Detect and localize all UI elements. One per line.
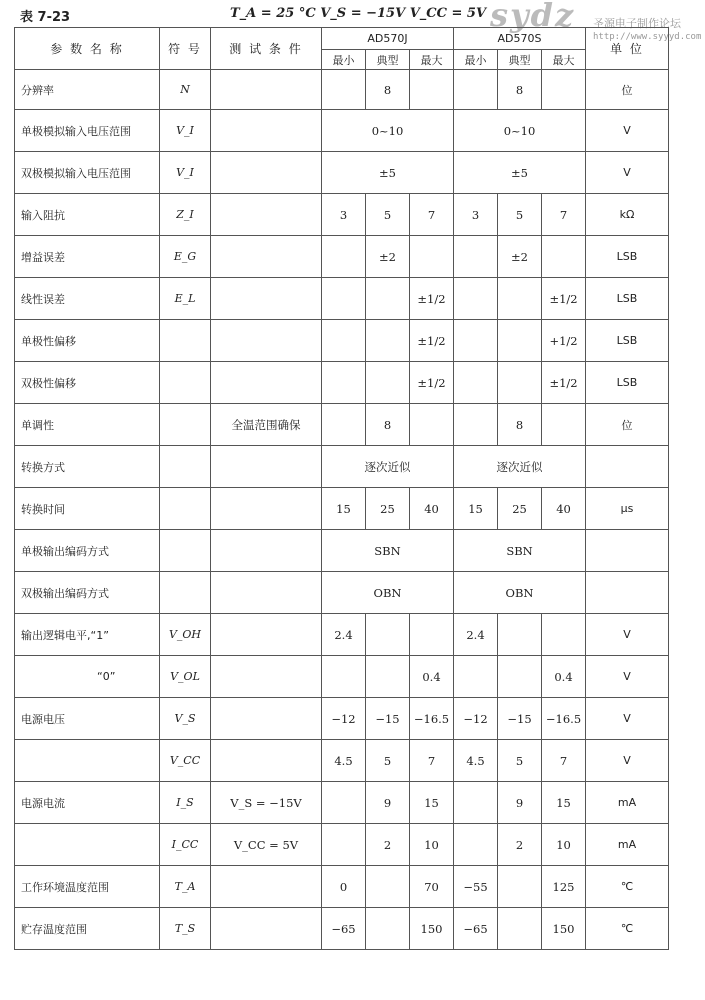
- ad570j-min: 2.4: [322, 614, 366, 656]
- test-condition: [211, 446, 322, 488]
- ad570j-max: 7: [410, 740, 454, 782]
- param-unit: LSB: [586, 362, 669, 404]
- param-name: 电源电压: [15, 698, 160, 740]
- ad570s-max: 7: [542, 194, 586, 236]
- param-name: 单调性: [15, 404, 160, 446]
- param-unit: [586, 530, 669, 572]
- ad570j-max: 150: [410, 908, 454, 950]
- test-condition: [211, 362, 322, 404]
- ad570s-min: [454, 824, 498, 866]
- ad570j-min: 0: [322, 866, 366, 908]
- ad570j-value: ±5: [322, 152, 454, 194]
- param-name: 转换时间: [15, 488, 160, 530]
- ad570s-max: ±1/2: [542, 362, 586, 404]
- param-name: “0”: [15, 656, 160, 698]
- ad570s-typ: [498, 908, 542, 950]
- param-unit: ℃: [586, 866, 669, 908]
- ad570j-typ: [366, 614, 410, 656]
- param-symbol: E_L: [160, 278, 211, 320]
- param-symbol: [160, 572, 211, 614]
- param-symbol: Z_I: [160, 194, 211, 236]
- param-unit: V: [586, 698, 669, 740]
- param-name: 分辨率: [15, 70, 160, 110]
- param-unit: V: [586, 740, 669, 782]
- param-symbol: T_A: [160, 866, 211, 908]
- ad570j-max: [410, 404, 454, 446]
- ad570s-value: 0~10: [454, 110, 586, 152]
- ad570j-value: 逐次近似: [322, 446, 454, 488]
- param-name: 工作环境温度范围: [15, 866, 160, 908]
- param-name: [15, 824, 160, 866]
- ad570s-typ: 5: [498, 194, 542, 236]
- ad570s-typ: [498, 656, 542, 698]
- test-condition: [211, 278, 322, 320]
- ad570s-min: [454, 278, 498, 320]
- ad570j-typ: −15: [366, 698, 410, 740]
- watermark-logo: sydz: [490, 0, 576, 34]
- param-symbol: [160, 404, 211, 446]
- test-condition: [211, 656, 322, 698]
- param-unit: mA: [586, 824, 669, 866]
- ad570j-min: [322, 362, 366, 404]
- ad570j-min: [322, 278, 366, 320]
- ad570j-max: ±1/2: [410, 320, 454, 362]
- ad570j-min: 15: [322, 488, 366, 530]
- ad570j-min: [322, 404, 366, 446]
- ad570s-min: [454, 70, 498, 110]
- table-row: [15, 152, 669, 194]
- col-test-header: 测 试 条 件: [211, 28, 322, 70]
- test-condition: [211, 866, 322, 908]
- ad570s-typ: 8: [498, 404, 542, 446]
- ad570s-min: [454, 320, 498, 362]
- param-symbol: T_S: [160, 908, 211, 950]
- ad570s-typ: −15: [498, 698, 542, 740]
- param-symbol: V_S: [160, 698, 211, 740]
- table-row: [15, 362, 669, 404]
- col-unit-header: 单 位: [586, 28, 669, 70]
- param-name: 贮存温度范围: [15, 908, 160, 950]
- ad570j-min: [322, 320, 366, 362]
- ad570j-max: ±1/2: [410, 278, 454, 320]
- ad570j-typ: 8: [366, 70, 410, 110]
- param-unit: 位: [586, 70, 669, 110]
- param-symbol: [160, 446, 211, 488]
- ad570j-typ: [366, 320, 410, 362]
- ad570j-min: 4.5: [322, 740, 366, 782]
- sub-min-header: 最小: [322, 50, 366, 70]
- ad570j-max: 10: [410, 824, 454, 866]
- param-name: 转换方式: [15, 446, 160, 488]
- ad570j-typ: 2: [366, 824, 410, 866]
- ad570s-typ: 8: [498, 70, 542, 110]
- param-unit: LSB: [586, 278, 669, 320]
- table-row: [15, 278, 669, 320]
- ad570j-max: [410, 70, 454, 110]
- ad570j-min: [322, 70, 366, 110]
- param-symbol: V_CC: [160, 740, 211, 782]
- ad570s-max: [542, 614, 586, 656]
- table-row: [15, 698, 669, 740]
- ad570j-typ: 25: [366, 488, 410, 530]
- param-symbol: V_I: [160, 152, 211, 194]
- ad570j-max: 40: [410, 488, 454, 530]
- ad570s-typ: [498, 278, 542, 320]
- test-condition: [211, 70, 322, 110]
- ad570s-max: ±1/2: [542, 278, 586, 320]
- ad570s-min: 4.5: [454, 740, 498, 782]
- watermark-url: http://www.syyyd.com: [593, 32, 702, 42]
- ad570s-max: [542, 236, 586, 278]
- param-unit: LSB: [586, 236, 669, 278]
- ad570s-typ: [498, 614, 542, 656]
- param-name: 输入阻抗: [15, 194, 160, 236]
- param-unit: ℃: [586, 908, 669, 950]
- param-unit: V: [586, 152, 669, 194]
- col-symbol-header: 符 号: [160, 28, 211, 70]
- test-condition: V_S = −15V: [211, 782, 322, 824]
- ad570j-typ: 9: [366, 782, 410, 824]
- spec-table-body: [15, 70, 669, 950]
- table-row: [15, 110, 669, 152]
- param-symbol: N: [160, 70, 211, 110]
- table-row: [15, 404, 669, 446]
- param-symbol: [160, 362, 211, 404]
- test-condition: [211, 530, 322, 572]
- test-condition: 全温范围确保: [211, 404, 322, 446]
- test-condition: [211, 572, 322, 614]
- param-symbol: [160, 488, 211, 530]
- param-name: 双极输出编码方式: [15, 572, 160, 614]
- test-condition: [211, 740, 322, 782]
- ad570s-min: −12: [454, 698, 498, 740]
- ad570s-max: 15: [542, 782, 586, 824]
- ad570j-min: [322, 824, 366, 866]
- param-unit: 位: [586, 404, 669, 446]
- ad570j-max: ±1/2: [410, 362, 454, 404]
- param-unit: V: [586, 614, 669, 656]
- table-row: [15, 320, 669, 362]
- param-symbol: V_I: [160, 110, 211, 152]
- ad570j-typ: [366, 278, 410, 320]
- ad570s-min: 3: [454, 194, 498, 236]
- ad570s-value: OBN: [454, 572, 586, 614]
- param-symbol: V_OL: [160, 656, 211, 698]
- ad570s-min: [454, 656, 498, 698]
- param-unit: LSB: [586, 320, 669, 362]
- table-row: [15, 782, 669, 824]
- param-name: 双极模拟输入电压范围: [15, 152, 160, 194]
- table-row: [15, 530, 669, 572]
- param-unit: μs: [586, 488, 669, 530]
- ad570j-max: 7: [410, 194, 454, 236]
- param-symbol: E_G: [160, 236, 211, 278]
- ad570j-typ: [366, 656, 410, 698]
- table-number: 表 7-23: [20, 10, 71, 25]
- param-unit: V: [586, 656, 669, 698]
- ad570s-typ: 9: [498, 782, 542, 824]
- sub-typ-header: 典型: [498, 50, 542, 70]
- ad570s-max: [542, 404, 586, 446]
- ad570j-max: 15: [410, 782, 454, 824]
- param-name: 单极性偏移: [15, 320, 160, 362]
- sub-typ-header: 典型: [366, 50, 410, 70]
- ad570s-typ: 25: [498, 488, 542, 530]
- test-condition: [211, 614, 322, 656]
- param-name: 增益误差: [15, 236, 160, 278]
- param-symbol: I_S: [160, 782, 211, 824]
- ad570j-min: −65: [322, 908, 366, 950]
- ad570j-typ: 5: [366, 194, 410, 236]
- ad570s-max: −16.5: [542, 698, 586, 740]
- param-name: [15, 740, 160, 782]
- ad570j-min: [322, 782, 366, 824]
- ad570s-min: [454, 404, 498, 446]
- ad570j-typ: [366, 908, 410, 950]
- param-symbol: V_OH: [160, 614, 211, 656]
- ad570s-value: ±5: [454, 152, 586, 194]
- ad570s-max: 150: [542, 908, 586, 950]
- test-condition: [211, 236, 322, 278]
- ad570j-value: OBN: [322, 572, 454, 614]
- table-row: [15, 614, 669, 656]
- ad570j-typ: 5: [366, 740, 410, 782]
- ad570s-max: [542, 70, 586, 110]
- param-name: 电源电流: [15, 782, 160, 824]
- spec-table: [14, 27, 669, 950]
- ad570s-typ: [498, 362, 542, 404]
- table-row: [15, 866, 669, 908]
- ad570j-typ: [366, 362, 410, 404]
- watermark-site-name: 圣源电子制作论坛: [593, 17, 681, 30]
- ad570j-typ: [366, 866, 410, 908]
- table-row: [15, 656, 669, 698]
- test-condition: V_CC = 5V: [211, 824, 322, 866]
- param-unit: [586, 572, 669, 614]
- param-unit: mA: [586, 782, 669, 824]
- ad570s-typ: 5: [498, 740, 542, 782]
- ad570j-min: [322, 236, 366, 278]
- param-symbol: [160, 530, 211, 572]
- ad570j-max: 70: [410, 866, 454, 908]
- param-unit: [586, 446, 669, 488]
- ad570j-min: 3: [322, 194, 366, 236]
- param-unit: kΩ: [586, 194, 669, 236]
- test-condition: [211, 320, 322, 362]
- ad570j-value: 0~10: [322, 110, 454, 152]
- param-name: 单极模拟输入电压范围: [15, 110, 160, 152]
- ad570s-min: −65: [454, 908, 498, 950]
- group-ad570j-header: AD570J: [322, 28, 454, 50]
- test-condition: [211, 110, 322, 152]
- test-condition: [211, 152, 322, 194]
- ad570s-min: −55: [454, 866, 498, 908]
- table-row: [15, 908, 669, 950]
- ad570j-value: SBN: [322, 530, 454, 572]
- ad570j-max: [410, 236, 454, 278]
- param-name: 输出逻辑电平,“1”: [15, 614, 160, 656]
- ad570s-typ: [498, 320, 542, 362]
- test-condition: [211, 488, 322, 530]
- ad570s-min: 15: [454, 488, 498, 530]
- sub-max-header: 最大: [542, 50, 586, 70]
- ad570j-typ: ±2: [366, 236, 410, 278]
- ad570s-max: 10: [542, 824, 586, 866]
- ad570j-max: [410, 614, 454, 656]
- param-name: 双极性偏移: [15, 362, 160, 404]
- ad570s-value: SBN: [454, 530, 586, 572]
- ad570s-max: 0.4: [542, 656, 586, 698]
- table-row: [15, 824, 669, 866]
- col-param-header: 参 数 名 称: [15, 28, 160, 70]
- param-unit: V: [586, 110, 669, 152]
- sub-min-header: 最小: [454, 50, 498, 70]
- ad570s-min: [454, 362, 498, 404]
- table-row: [15, 236, 669, 278]
- ad570s-typ: ±2: [498, 236, 542, 278]
- ad570j-min: [322, 656, 366, 698]
- param-symbol: I_CC: [160, 824, 211, 866]
- group-ad570s-header: AD570S: [454, 28, 586, 50]
- table-row: [15, 194, 669, 236]
- ad570s-min: [454, 236, 498, 278]
- ad570j-max: 0.4: [410, 656, 454, 698]
- table-row: [15, 488, 669, 530]
- ad570s-max: 7: [542, 740, 586, 782]
- ad570s-max: +1/2: [542, 320, 586, 362]
- sub-max-header: 最大: [410, 50, 454, 70]
- ad570j-max: −16.5: [410, 698, 454, 740]
- param-symbol: [160, 320, 211, 362]
- test-condition: [211, 698, 322, 740]
- param-name: 单极输出编码方式: [15, 530, 160, 572]
- table-row: [15, 740, 669, 782]
- test-condition: [211, 194, 322, 236]
- table-row: [15, 572, 669, 614]
- ad570s-min: 2.4: [454, 614, 498, 656]
- param-name: 线性误差: [15, 278, 160, 320]
- table-row: [15, 70, 669, 110]
- table-row: [15, 446, 669, 488]
- ad570s-max: 125: [542, 866, 586, 908]
- ad570j-typ: 8: [366, 404, 410, 446]
- test-conditions: T_A = 25 °C V_S = −15V V_CC = 5V: [230, 6, 487, 21]
- ad570s-value: 逐次近似: [454, 446, 586, 488]
- test-condition: [211, 908, 322, 950]
- ad570s-min: [454, 782, 498, 824]
- ad570s-max: 40: [542, 488, 586, 530]
- ad570s-typ: 2: [498, 824, 542, 866]
- ad570s-typ: [498, 866, 542, 908]
- ad570j-min: −12: [322, 698, 366, 740]
